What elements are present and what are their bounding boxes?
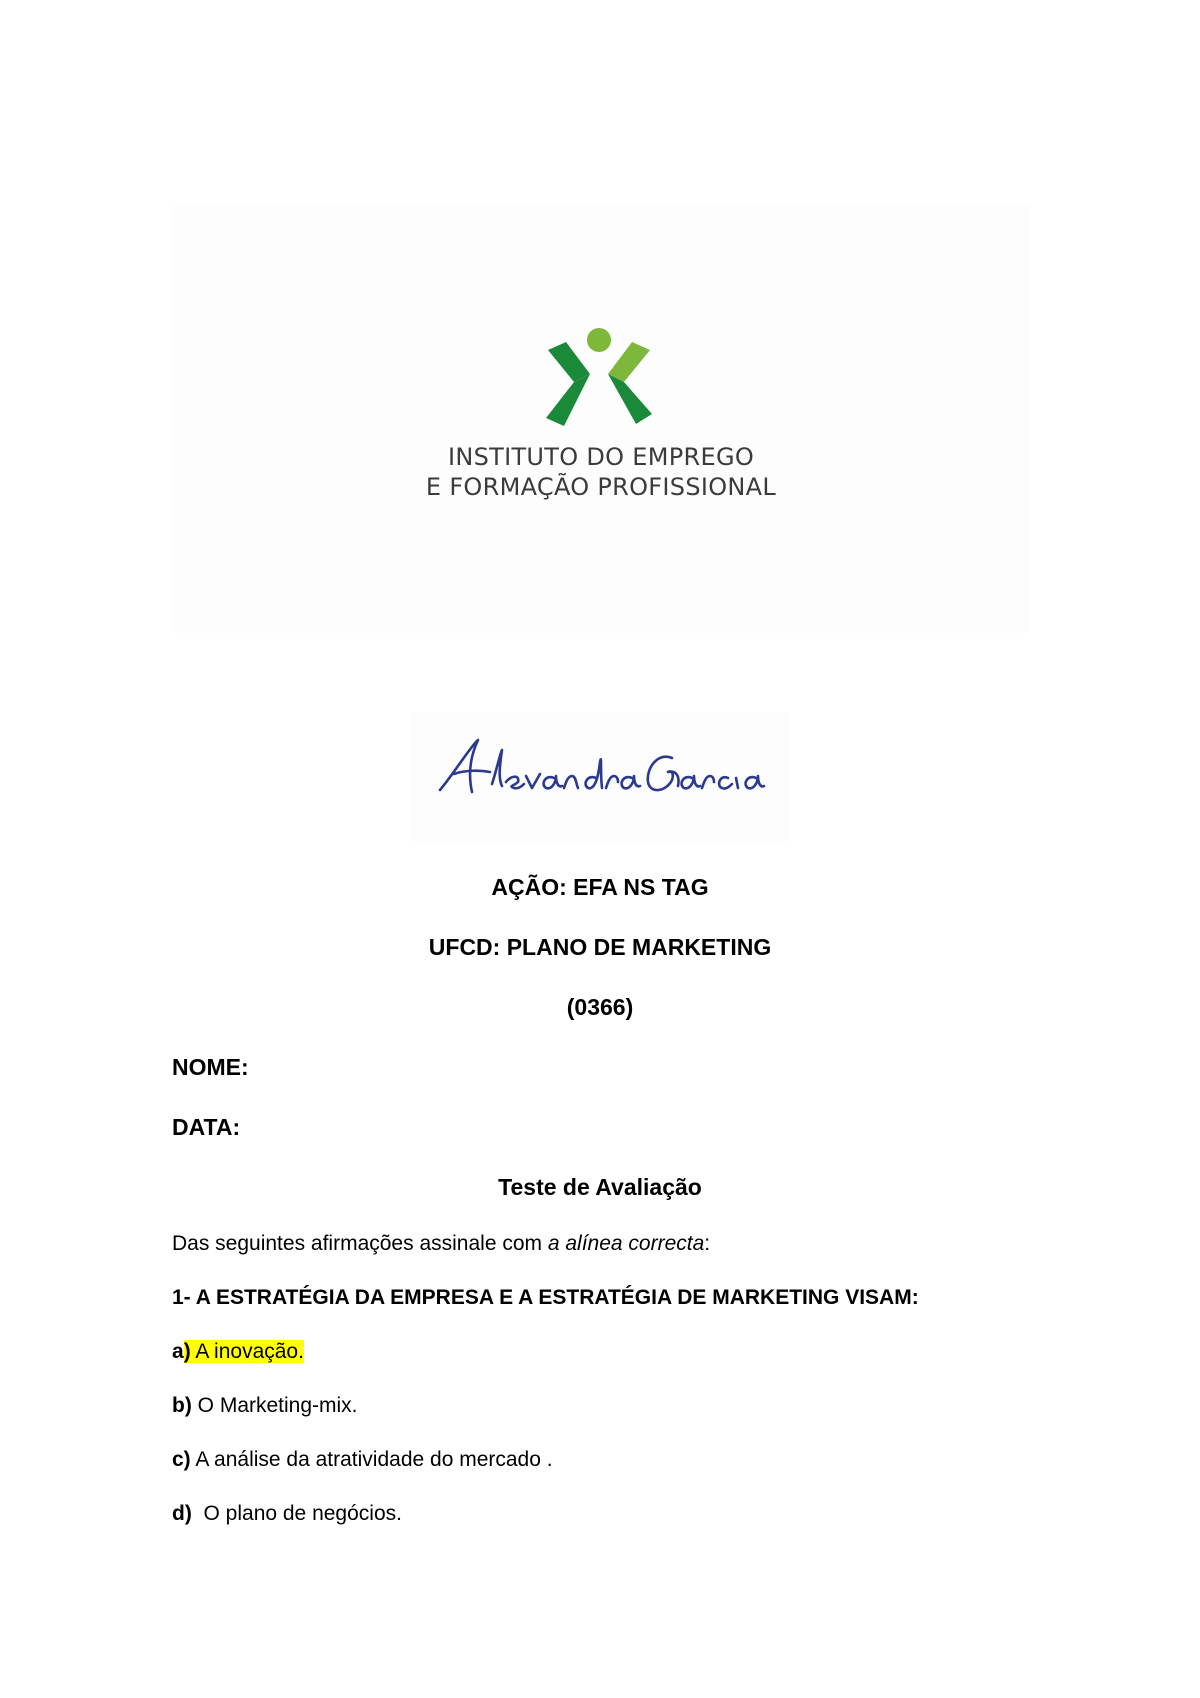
option-c [172,1448,553,1472]
instruction-italic: a alínea correcta [547,1232,705,1255]
option-d [172,1502,402,1526]
question-1: 1- A ESTRATÉGIA DA EMPRESA E A ESTRATÉGIA DE MARKETING VISAM: [172,1286,919,1309]
data-label: DATA: [172,1114,241,1140]
iefp-logo-text [172,442,1030,502]
signature-image [410,712,790,842]
option-d-letter: d) [172,1502,192,1525]
option-b [172,1394,358,1418]
nome-label: NOME: [172,1054,249,1080]
option-c-text: A análise da atratividade do mercado . [190,1448,553,1471]
option-b-text: O Marketing-mix. [191,1394,358,1417]
iefp-logo [172,205,1030,633]
option-a-letter: a [172,1340,184,1363]
logo-name-line2: E FORMAÇÃO PROFISSIONAL [425,473,777,501]
instruction-suffix: : [704,1232,711,1255]
ufcd-code: (0366) [566,994,634,1020]
logo-name-line1: INSTITUTO DO EMPREGO [447,443,755,471]
option-a-paren: ) [183,1340,191,1363]
instruction [172,1232,710,1256]
ufcd-line: UFCD: PLANO DE MARKETING [428,934,772,960]
acao-line: AÇÃO: EFA NS TAG [491,874,709,900]
option-c-letter: c) [172,1448,191,1471]
option-a [172,1340,304,1364]
signature [410,712,790,842]
option-d-text: O plano de negócios. [191,1502,402,1525]
iefp-emblem-icon [544,328,654,428]
test-title: Teste de Avaliação [498,1174,702,1200]
option-a-highlight [184,1340,304,1363]
instruction-prefix: Das seguintes afirmações assinale com [172,1232,548,1255]
option-b-letter: b) [172,1394,192,1417]
option-a-text: A inovação. [190,1340,304,1363]
